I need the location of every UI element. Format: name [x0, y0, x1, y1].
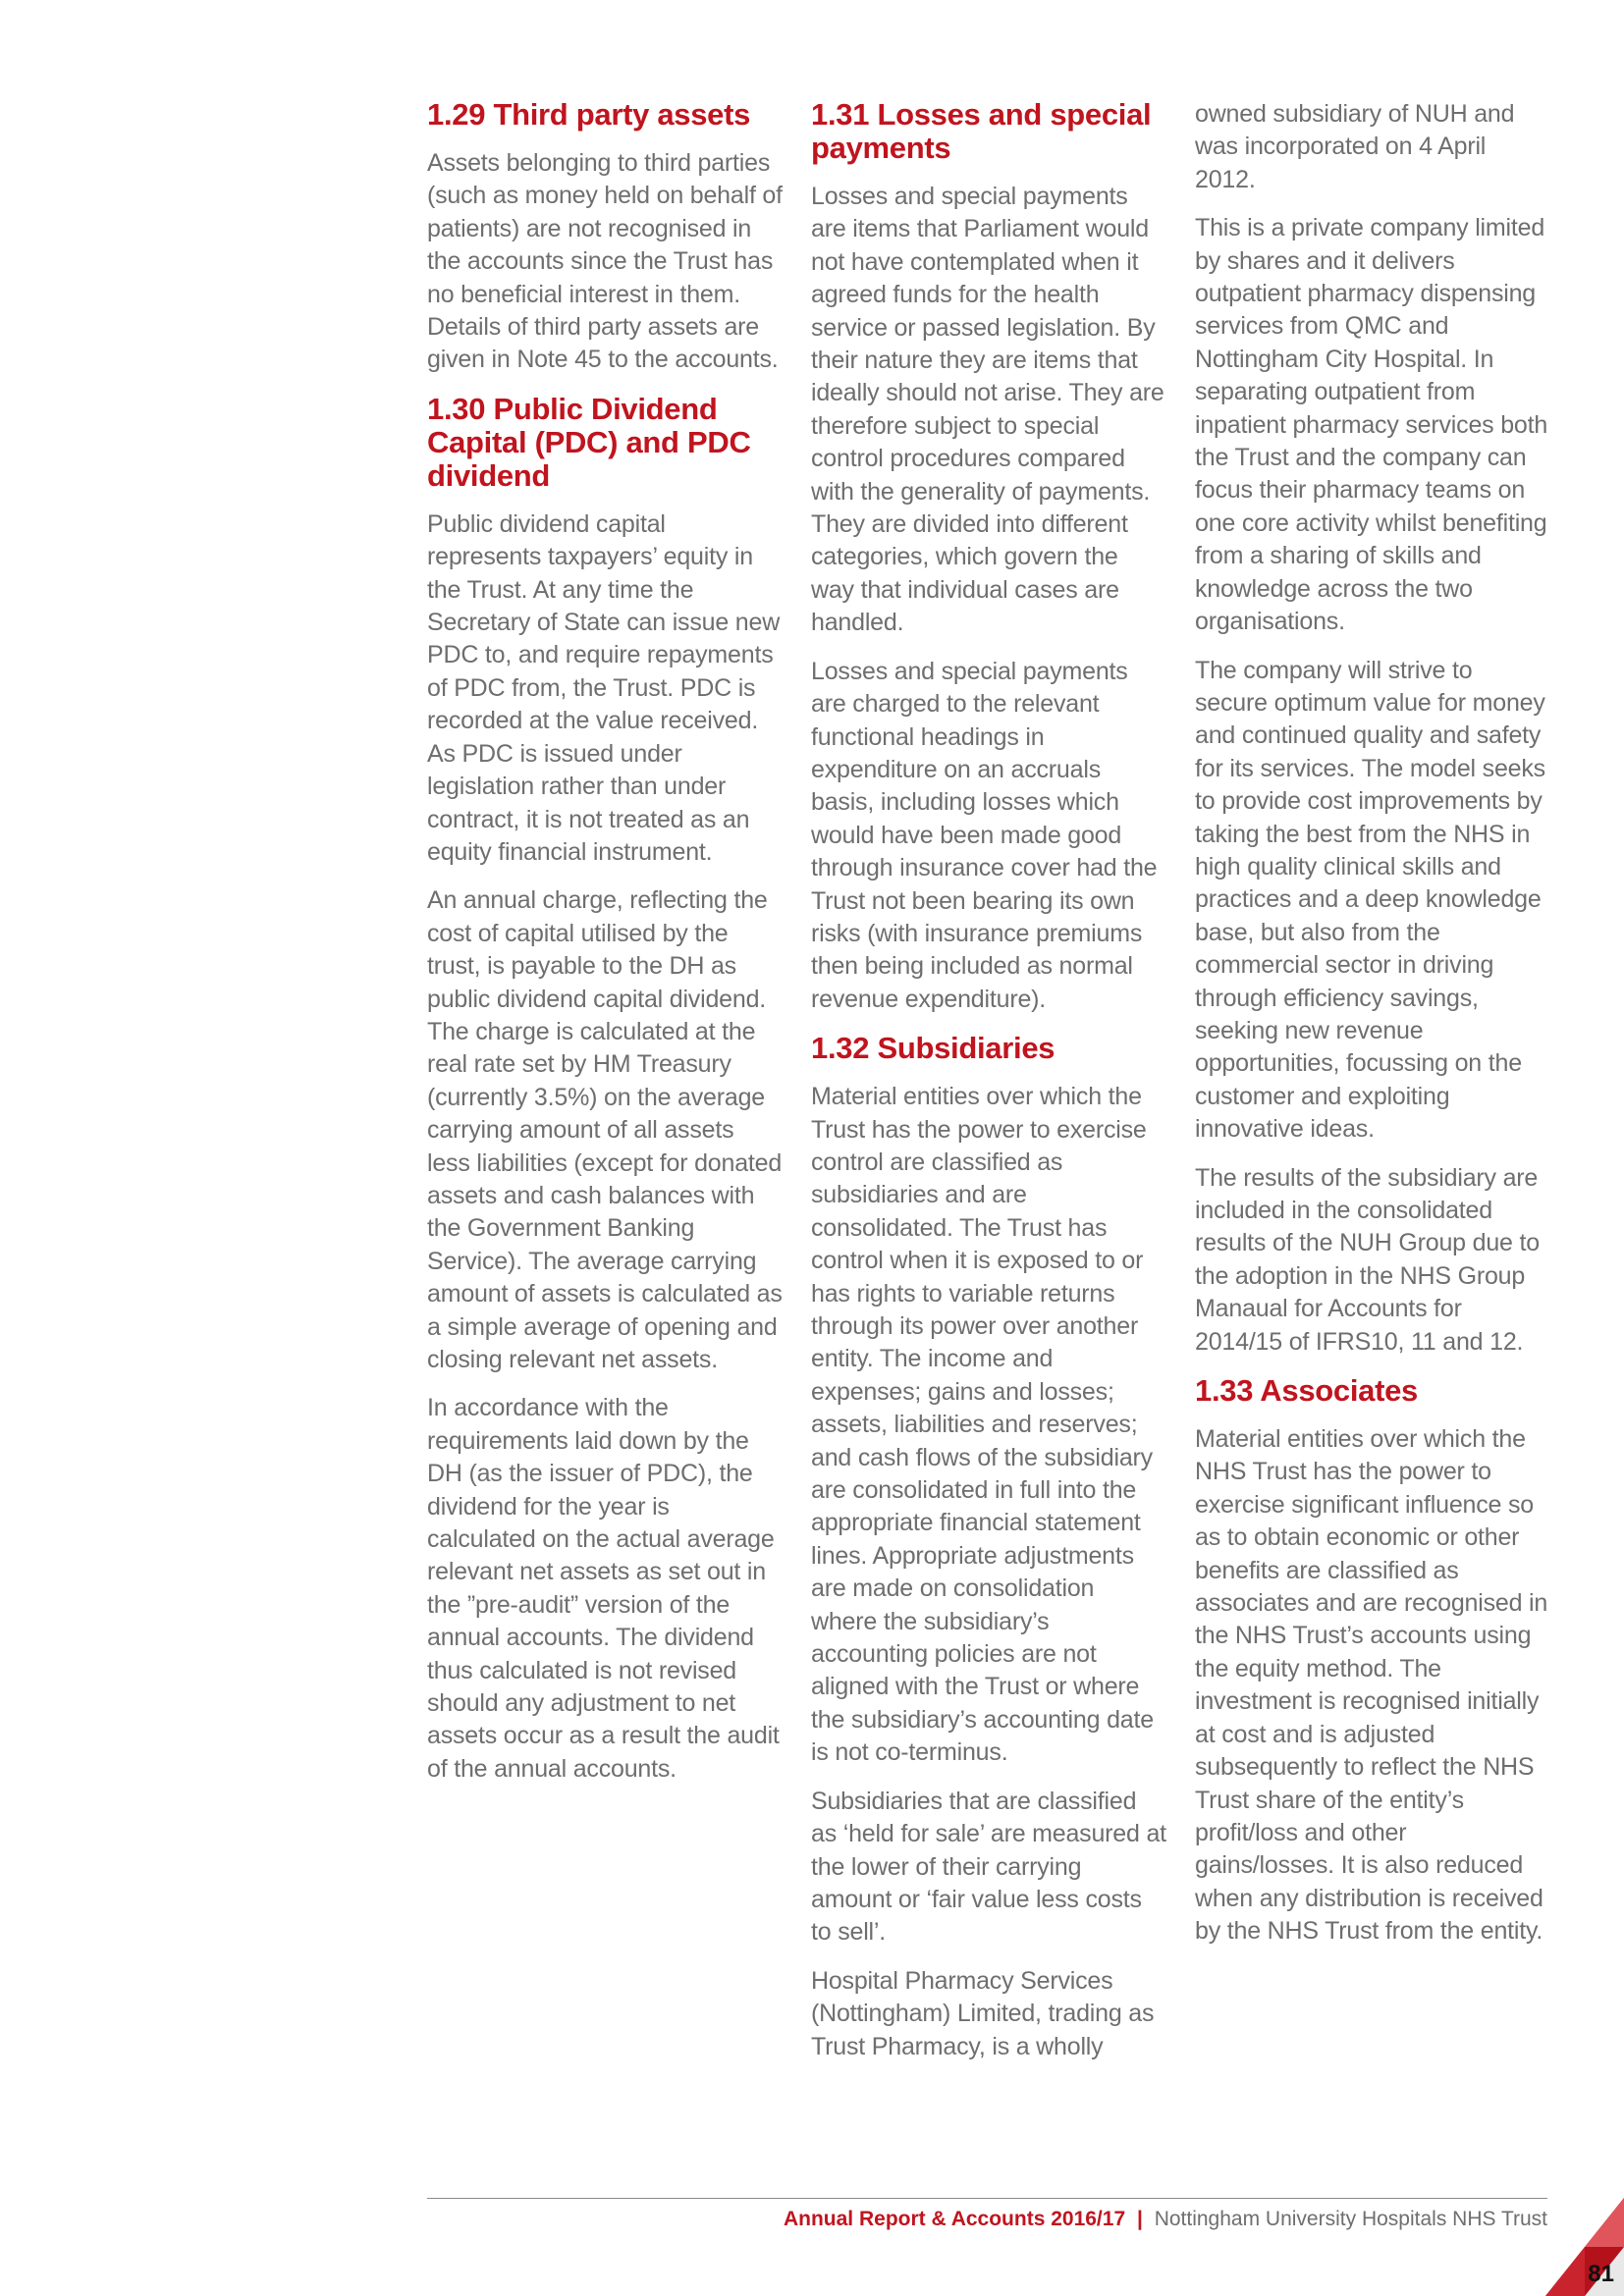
- section-heading-1-29: 1.29 Third party assets: [427, 97, 751, 132]
- page-footer: [784, 2208, 1547, 2231]
- paragraph-subsidiaries-control: Material entities over which the Trust has the power to exercise control are classified as subsidiaries and are consolidated. The Trust has control when it is exposed to or has rights to variable returns through its power over another entity. The income and expenses; gains and losses; assets, liabilities and reserves; and cash flows of the subsidiary are consolidated in full into the appropriate financial statement lines. Appropriate adjustments are made on consolidation where the subsidiary’s accounting policies are not aligned with the Trust or where the subsidiary’s accounting date is not co-terminus.: [811, 1083, 1154, 1767]
- footer-divider: [427, 2198, 1547, 2199]
- paragraph-losses-definition: Losses and special payments are items that Parliament would not have contemplated when it agreed funds for the health service or passed legislation. By their nature they are items that ideally should not arise. They are therefore subject to special control procedures compared with the generality of payments. They are divided into different categories, which govern the way that individual cases are handled.: [811, 183, 1164, 637]
- paragraph-pdc-annual-charge: An annual charge, reflecting the cost of capital utilised by the trust, is payable to the DH as public dividend capital dividend. The charge is calculated at the real rate set by HM Treasury (currently 3.5%) on the average carrying amount of all assets less liabilities (except for donated assets and cash balances with the Government Banking Service). The average carrying amount of assets is calculated as a simple average of opening and closing relevant net assets.: [427, 886, 783, 1373]
- section-heading-1-33: 1.33 Associates: [1195, 1373, 1419, 1409]
- paragraph-pharmacy-subsidiary-continued: owned subsidiary of NUH and was incorporated on 4 April 2012.: [1195, 100, 1515, 193]
- column-2: [811, 98, 1166, 2079]
- footer-separator: |: [1136, 2208, 1143, 2230]
- section-heading-1-30: 1.30 Public Dividend Capital (PDC) and PDC dividend: [427, 391, 751, 493]
- footer-report-title: Annual Report & Accounts 2016/17: [783, 2208, 1126, 2230]
- paragraph-company-value: The company will strive to secure optimum value for money and continued quality and safety for its services. The model seeks to provide cost improvements by taking the best from the NHS in high quality clinical skills and practices and a deep knowledge base, but also from the commercial sector in driving through efficiency savings, seeking new revenue opportunities, focussing on the customer and exploiting innovative ideas.: [1195, 656, 1545, 1144]
- paragraph-pdc-dividend-calculation: In accordance with the requirements laid down by the DH (as the issuer of PDC), the dividend for the year is calculated on the actual average relevant net assets as set out in the ”pre-audit” version of the annual accounts. The dividend thus calculated is not revised should any adjustment to net assets occur as a result the audit of the annual accounts.: [427, 1394, 780, 1783]
- column-1: [427, 98, 783, 1801]
- paragraph-subsidiary-results: The results of the subsidiary are included in the consolidated results of the NUH Group due to the adoption in the NHS Group Manaual for Accounts for 2014/15 of IFRS10, 11 and 12.: [1195, 1163, 1540, 1356]
- section-heading-1-31: 1.31 Losses and special payments: [811, 97, 1152, 165]
- paragraph-pdc-definition: Public dividend capital represents taxpayers’ equity in the Trust. At any time the Secretary of State can issue new PDC to, and require repayments of PDC from, the Trust. PDC is recorded at the value received. As PDC is issued under legislation rather than under contract, it is not treated as an equity financial instrument.: [427, 509, 781, 866]
- paragraph-third-party-assets: Assets belonging to third parties (such as money held on behalf of patients) are not recognised in the accounts since the Trust has no beneficial interest in them. Details of third party assets are given in Note 45 to the accounts.: [427, 149, 783, 374]
- footer-organisation: Nottingham University Hospitals NHS Trust: [1154, 2208, 1547, 2230]
- corner-triangle-light: [1585, 2198, 1624, 2247]
- section-heading-1-32: 1.32 Subsidiaries: [811, 1031, 1056, 1066]
- paragraph-private-company: This is a private company limited by shares and it delivers outpatient pharmacy dispensing services from QMC and Nottingham City Hospital. In separating outpatient from inpatient pharmacy services both the Trust and the company can focus their pharmacy teams on one core activity whilst benefiting from a sharing of skills and knowledge across the two organisations.: [1195, 214, 1548, 636]
- paragraph-losses-charging: Losses and special payments are charged to the relevant functional headings in expenditure on an accruals basis, including losses which would have been made good through insurance cover had the Trust not been bearing its own risks (with insurance premiums then being included as normal revenue expenditure).: [811, 657, 1158, 1013]
- page-number: 81: [1588, 2261, 1614, 2287]
- column-3: [1195, 98, 1550, 1964]
- corner-triangle-mid: [1545, 2247, 1585, 2296]
- paragraph-associates: Material entities over which the NHS Trust has the power to exercise significant influence so as to obtain economic or other benefits are classified as associates and are recognised in the NHS Trust’s accounts using the equity method. The investment is recognised initially at cost and is adjusted subsequently to reflect the NHS Trust share of the entity’s profit/loss and other gains/losses. It is also reduced when any distribution is received by the NHS Trust from the entity.: [1195, 1425, 1548, 1946]
- paragraph-pharmacy-subsidiary-start: Hospital Pharmacy Services (Nottingham) Limited, trading as Trust Pharmacy, is a wholly: [811, 1966, 1155, 2060]
- paragraph-subsidiaries-held-for-sale: Subsidiaries that are classified as ‘held for sale’ are measured at the lower of their carrying amount or ‘fair value less costs to sell’.: [811, 1787, 1166, 1947]
